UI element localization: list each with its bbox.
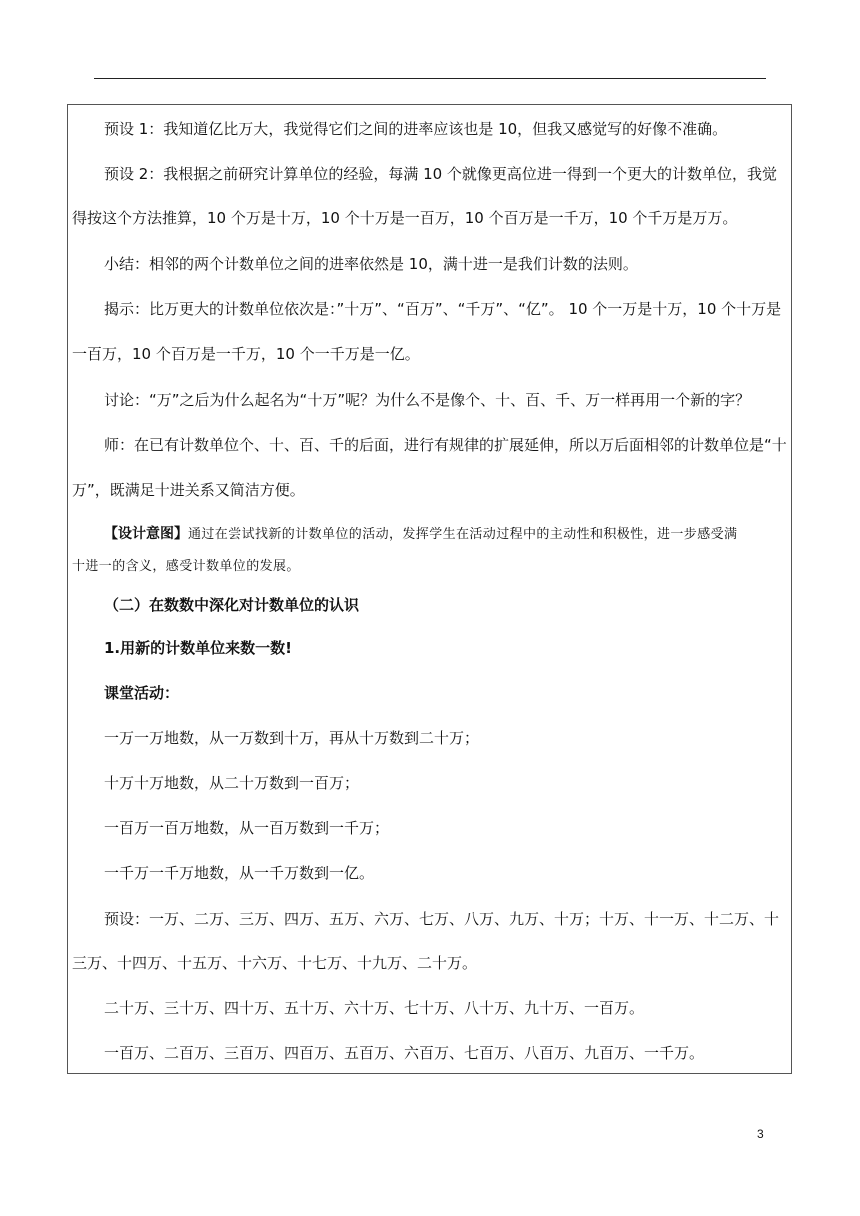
section-heading: （二）在数数中深化对计数单位的认识 [104,596,360,614]
discussion-line: 讨论：“万”之后为什么起名为“十万”呢？为什么不是像个、十、百、千、万一样再用一个新的字？ [104,391,751,409]
teacher-line-2: 万”，既满足十进关系又简洁方便。 [72,481,305,499]
activity-line-1: 一万一万地数，从一万数到十万，再从十万数到二十万； [104,729,480,747]
activity-line-4: 一千万一千万地数，从一千万数到一亿。 [104,864,375,882]
page-number: 3 [757,1127,764,1141]
preset-2-line-1: 预设 2：我根据之前研究计算单位的经验，每满 10 个就像更高位进一得到一个更大的计数单位，我觉 [104,165,777,183]
activity-line-3: 一百万一百万地数，从一百万数到一千万； [104,819,390,837]
preset-count-line-2: 三万、十四万、十五万、十六万、十七万、十九万、二十万。 [72,954,478,972]
subheading: 1.用新的计数单位来数一数! [104,639,292,657]
design-intent-line-1 [104,524,737,545]
activity-line-2: 十万十万地数，从二十万数到一百万； [104,774,360,792]
summary-line: 小结：相邻的两个计数单位之间的进率依然是 10，满十进一是我们计数的法则。 [104,255,638,273]
design-intent-line-2: 十进一的含义，感受计数单位的发展。 [72,559,300,574]
design-intent-text: 通过在尝试找新的计数单位的活动，发挥学生在活动过程中的主动性和积极性，进一步感受满 [188,527,738,542]
reveal-line-1: 揭示：比万更大的计数单位依次是：”十万”、“百万”、“千万”、“亿”。 10 个一万是十万，10 个十万是 [104,300,782,318]
preset-2-line-2: 得按这个方法推算，10 个万是十万，10 个十万是一百万，10 个百万是一千万，10 个千万是万万。 [72,209,738,227]
preset-1-line: 预设 1：我知道亿比万大，我觉得它们之间的进率应该也是 10，但我又感觉写的好像不准确。 [104,120,728,138]
preset-count-line-3: 二十万、三十万、四十万、五十万、六十万、七十万、八十万、九十万、一百万。 [104,999,645,1017]
preset-count-line-1: 预设：一万、二万、三万、四万、五万、六万、七万、八万、九万、十万；十万、十一万、十二万、十 [104,910,780,928]
activity-label: 课堂活动： [104,684,180,702]
reveal-line-2: 一百万，10 个百万是一千万，10 个一千万是一亿。 [72,345,420,363]
preset-count-line-4: 一百万、二百万、三百万、四百万、五百万、六百万、七百万、八百万、九百万、一千万。 [104,1044,705,1062]
teacher-line-1: 师：在已有计数单位个、十、百、千的后面，进行有规律的扩展延伸，所以万后面相邻的计数单位是“十 [104,436,787,454]
header-rule [94,78,766,79]
design-intent-tag: 【设计意图】 [104,526,188,542]
